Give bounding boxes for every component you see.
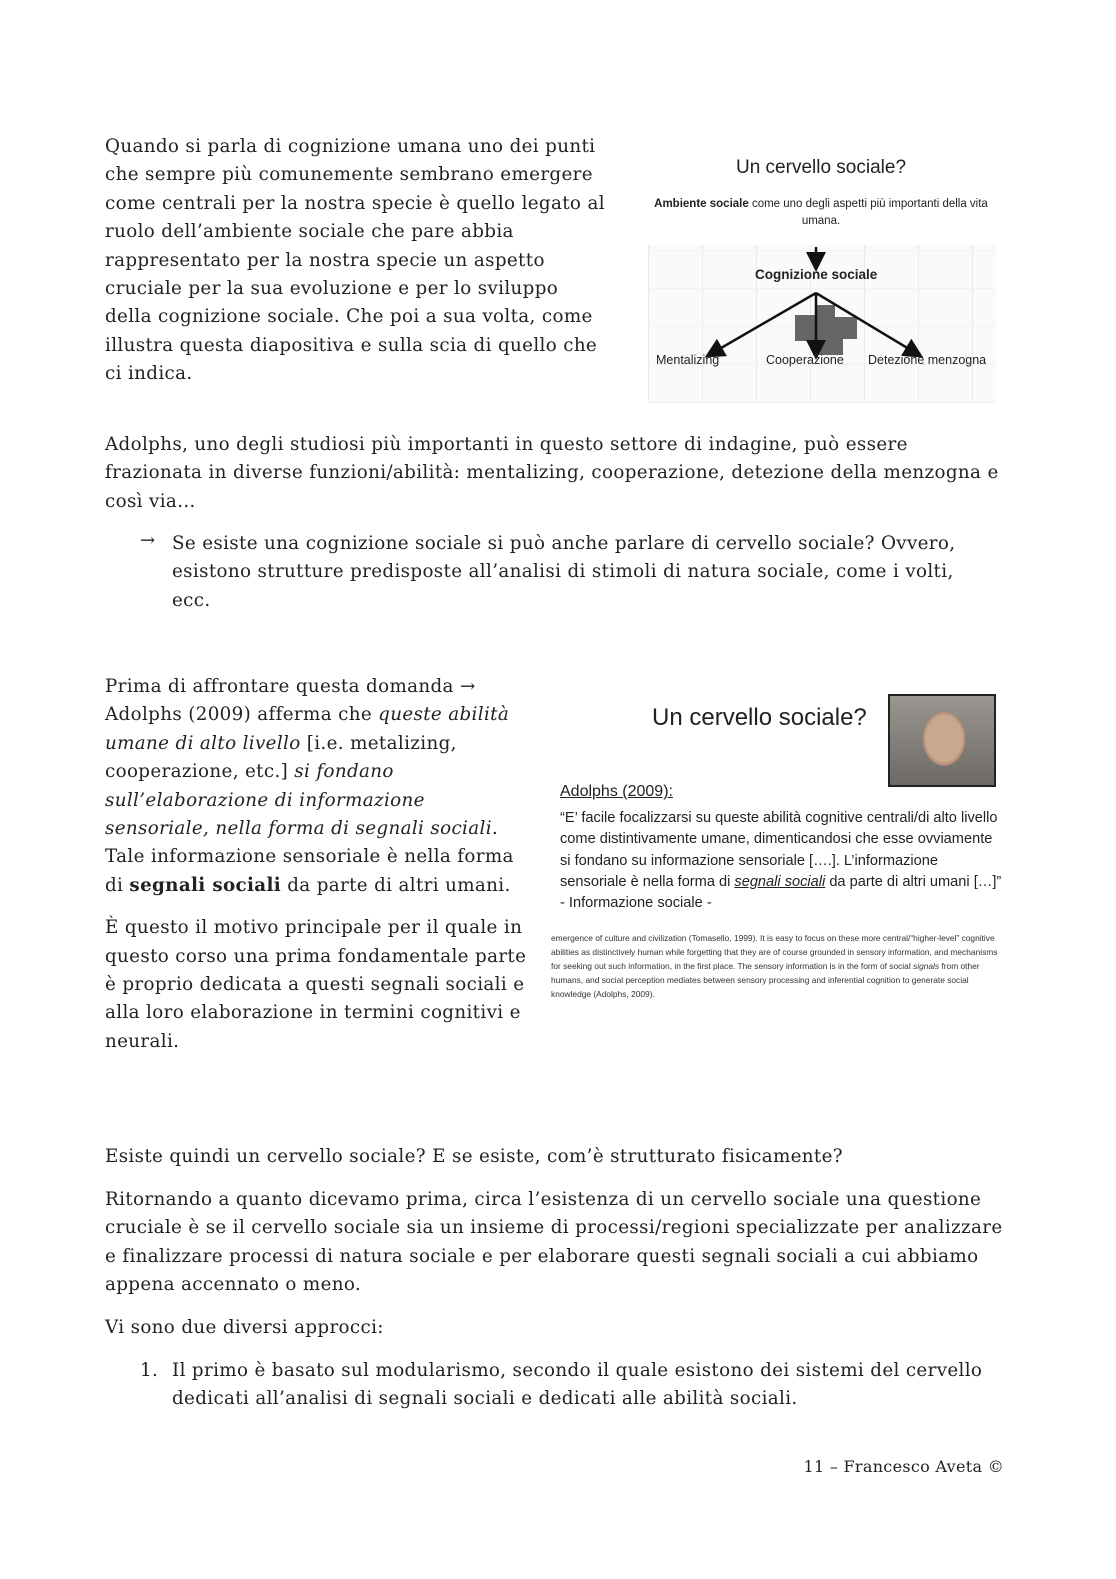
list-number: 1.	[140, 1360, 159, 1381]
text: Prima di affrontare questa domanda → Adolphs (2009) afferma che	[105, 676, 476, 726]
italic-text: si fondano sull’elaborazione di informazione sensoriale, nella forma di segnali sociali.	[105, 761, 499, 840]
text: “E’ facile focalizzarsi su queste abilità cognitive centrali/di alto livello come distintivamente umane, dimenticandosi che esse ovviamente si fondano su informazione sensoriale [….]. L’informazione sensoriale è nella forma di	[560, 810, 998, 890]
branch-label: Mentalizing	[656, 353, 720, 367]
branch-label: Detezione menzogna	[868, 353, 987, 367]
slide-figure-adolphs	[545, 690, 1005, 1010]
slide-title: Un cervello sociale?	[735, 157, 907, 178]
course-paragraph: È questo il motivo principale per il quale in questo corso una prima fondamentale parte è proprio dedicata a questi segnali sociali e alla loro elaborazione in termini cognitivi e neurali.	[105, 917, 527, 1052]
quote-text	[560, 808, 1005, 914]
italic-text: queste abilità umane di alto livello	[105, 704, 510, 754]
slide-title: Un cervello sociale?	[652, 704, 867, 731]
center-label: Cognizione sociale	[755, 267, 878, 282]
page-footer: 11 – Francesco Aveta ©	[803, 1457, 1004, 1476]
bullet-text: Se esiste una cognizione sociale si può anche parlare di cervello sociale? Ovvero, esistono strutture predisposte all’analisi di stimoli di natura sociale, come i volti, ecc.	[172, 533, 956, 611]
slide-subtitle	[645, 196, 997, 230]
approaches-intro: Vi sono due diversi approcci:	[105, 1317, 384, 1338]
adolphs-paragraph: Adolphs, uno degli studiosi più importanti in questo settore di indagine, può essere frazionata in diverse funzioni/abilità: mentalizing, cooperazione, detezione della menzogna e così via…	[105, 434, 999, 512]
intro-paragraph: Quando si parla di cognizione umana uno dei punti che sempre più comunemente sembrano emergere come centrali per la nostra specie è quello legato al ruolo dell’ambiente sociale che pare abbia rappresentato per la nostra specie un aspetto cruciale per la sua evoluzione e per lo sviluppo della cognizione sociale. Che poi a sua volta, come illustra questa diapositiva e sulla scia di quello che ci indica.	[105, 136, 605, 385]
question-paragraph: Esiste quindi un cervello sociale? E se esiste, com’è strutturato fisicamente?	[105, 1146, 843, 1167]
text: [i.e. metalizing, cooperazione, etc.]	[105, 732, 457, 783]
slide-figure-social-brain	[645, 155, 997, 405]
subtitle-bold: Ambiente sociale	[654, 198, 749, 210]
list-item: Il primo è basato sul modularismo, secondo il quale esistono dei sistemi del cervello dedicati all’analisi di segnali sociali e dedicati alle abilità sociali.	[172, 1360, 983, 1410]
italic-text: signals	[913, 961, 940, 971]
arrow-bullet-icon: →	[140, 530, 156, 551]
text: da parte di altri umani […]” - Informazione sociale -	[560, 873, 1002, 912]
subtitle-rest: come uno degli aspetti più importanti della vita umana.	[748, 198, 988, 227]
author-photo	[888, 694, 996, 787]
author-citation: Adolphs (2009):	[560, 783, 673, 800]
text: emergence of culture and civilization (Tomasello, 1999). It is easy to focus on these more central/“higher-level” cognitive abilities as distinctively human while forgetting that they are of course grounded in sensory information, and mechanisms for seeking out such information, in the first place. The sensory information is in the form of social	[551, 933, 998, 971]
bold-text: segnali sociali	[129, 874, 282, 896]
italic-text: segnali sociali	[734, 873, 826, 890]
branch-label: Cooperazione	[766, 353, 844, 367]
text: from other humans, and social perception mediates between sensory processing and inferential cognition to generate social knowledge (Adolphs, 2009).	[551, 961, 980, 999]
original-quote-excerpt	[551, 931, 1006, 1001]
text: Tale informazione sensoriale è nella forma di	[105, 846, 514, 896]
cruciale-paragraph: Ritornando a quanto dicevamo prima, circa l’esistenza di un cervello sociale una questione cruciale è se il cervello sociale sia un insieme di processi/regioni specializzate per analizzare e finalizzare processi di natura sociale e per elaborare questi segnali sociali a cui abbiamo appena accennato o meno.	[105, 1189, 1003, 1296]
text: da parte di altri umani.	[281, 874, 511, 896]
